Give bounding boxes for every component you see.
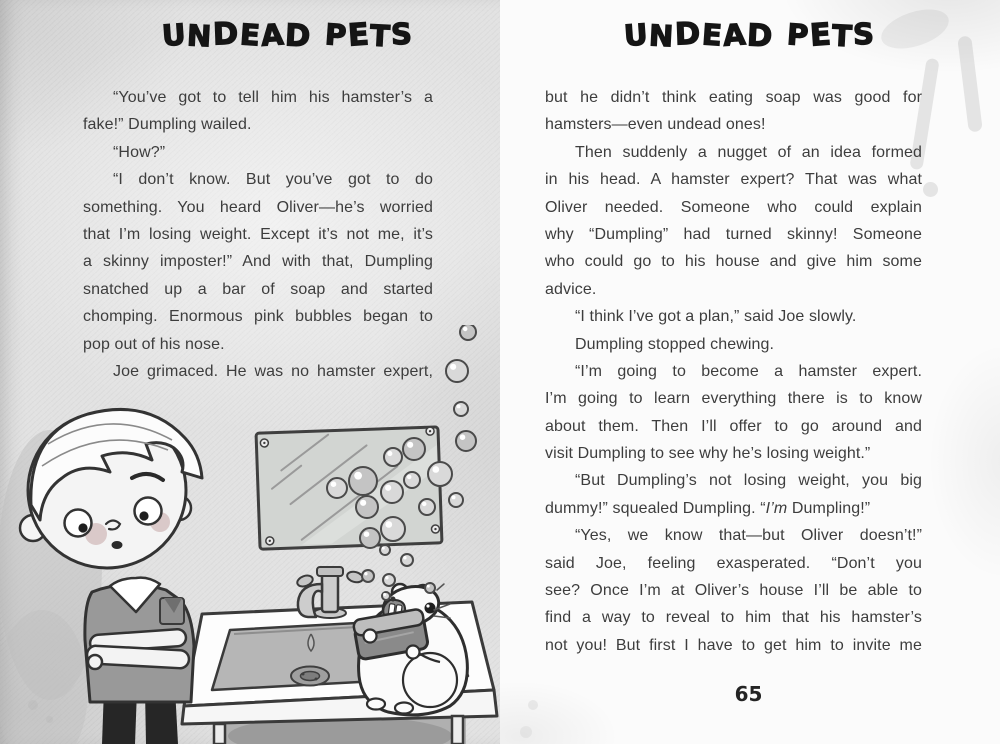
- hand: [88, 655, 102, 669]
- text-line: a skinny imposter!” And with that, Dumpling: [83, 253, 433, 271]
- text-line: not you! But first I have to get him to invite me: [545, 636, 922, 654]
- text-line: snatched up a bar of soap and started: [83, 280, 433, 298]
- texture-speck: [520, 726, 532, 738]
- mouth: [112, 541, 123, 549]
- bubble: [419, 499, 435, 515]
- text-line: advice.: [545, 280, 597, 298]
- texture-speck: [528, 700, 538, 710]
- water-drop: [308, 634, 314, 651]
- text-line: said Joe, feeling exasperated. “Don’t you: [545, 554, 922, 572]
- bubble: [356, 496, 378, 518]
- text-line: but he didn’t think eating soap was good for: [545, 89, 922, 106]
- eye: [135, 498, 162, 525]
- foot: [367, 699, 385, 710]
- eye: [65, 510, 92, 537]
- left-page-header: UNDEAD PETS: [161, 16, 415, 55]
- text-line: Dumpling stopped chewing.: [575, 335, 775, 353]
- text-line: fake!” Dumpling wailed.: [83, 116, 252, 134]
- text-line: “I’m going to become a hamster expert.: [575, 362, 922, 380]
- text-line: see? Once I’m at Oliver’s house I’ll be able to: [545, 582, 922, 600]
- bubble: [425, 583, 435, 593]
- paragraph: [83, 139, 433, 166]
- text-line: “I don’t know. But you’ve got to do: [113, 171, 433, 189]
- text-line: “I think I’ve got a plan,” said Joe slowly.: [575, 308, 857, 326]
- paragraph: [545, 522, 922, 659]
- text-line: that I’m losing weight. Except it’s not me, it’s: [83, 225, 433, 243]
- text-line: something. You heard Oliver—he’s worried: [83, 198, 433, 216]
- bubble: [456, 431, 476, 451]
- bubble: [404, 472, 420, 488]
- hamster-nose: [391, 597, 396, 602]
- text-line: I’m going to learn everything there is to know: [545, 390, 922, 408]
- hamster-eye: [425, 603, 436, 614]
- page-number: 65: [734, 682, 763, 706]
- bubble: [381, 481, 403, 503]
- text-line: Oliver needed. Someone who could explain: [545, 198, 922, 216]
- bubble: [446, 360, 468, 382]
- text-line: “You’ve got to tell him his hamster’s a: [113, 89, 433, 106]
- bubble: [380, 545, 390, 555]
- right-page-text: [545, 84, 922, 659]
- paragraph: [545, 139, 922, 303]
- paragraph: [545, 331, 922, 358]
- bubble: [381, 517, 405, 541]
- bubble: [327, 478, 347, 498]
- bubble: [401, 554, 413, 566]
- bubble: [403, 438, 425, 460]
- text-line: Joe grimaced. He was no hamster expert,: [113, 362, 433, 380]
- bubble: [454, 402, 468, 416]
- text-line: find a way to reveal to him that his hamster’s: [545, 609, 922, 627]
- foot: [395, 703, 413, 714]
- text-line: chomping. Enormous pink bubbles began to: [83, 308, 433, 326]
- text-line: about them. Then I’ll offer to go around and: [545, 417, 922, 435]
- text-line: in his head. A hamster expert? That was what: [545, 171, 922, 189]
- text-line: why “Dumpling” had turned skinny! Someone: [545, 225, 922, 243]
- paragraph: [545, 84, 922, 139]
- bubble: [362, 570, 374, 582]
- bubble: [460, 325, 476, 340]
- text-line: “Yes, we know that—but Oliver doesn’t!”: [575, 527, 922, 545]
- text-line: “But Dumpling’s not losing weight, you big: [575, 472, 922, 490]
- bathroom-illustration: [0, 325, 500, 744]
- text-line: who could go to his house and give him some: [545, 253, 922, 271]
- right-page-header: UNDEAD PETS: [623, 16, 877, 55]
- text-line: dummy!” squealed Dumpling. “I’m Dumpling!”: [545, 499, 871, 517]
- paragraph: [545, 303, 922, 330]
- bubble: [383, 574, 395, 586]
- paragraph: [545, 358, 922, 468]
- right-page: [500, 0, 1000, 744]
- text-line: Then suddenly a nugget of an idea formed: [575, 143, 922, 161]
- bubble: [384, 448, 402, 466]
- text-line: visit Dumpling to see why he’s losing weight.”: [545, 445, 871, 463]
- text-line: “How?”: [113, 143, 166, 161]
- bubble: [428, 462, 452, 486]
- paw: [407, 646, 420, 659]
- text-line: pop out of his nose.: [83, 335, 225, 353]
- bubble: [449, 493, 463, 507]
- ink-drip-dot: [923, 182, 938, 197]
- bubble: [360, 528, 380, 548]
- paragraph: [545, 467, 922, 522]
- paw: [364, 630, 377, 643]
- bubble: [382, 592, 390, 600]
- text-line: hamsters—even undead ones!: [545, 116, 766, 134]
- bubble: [349, 467, 377, 495]
- paragraph: [83, 84, 433, 139]
